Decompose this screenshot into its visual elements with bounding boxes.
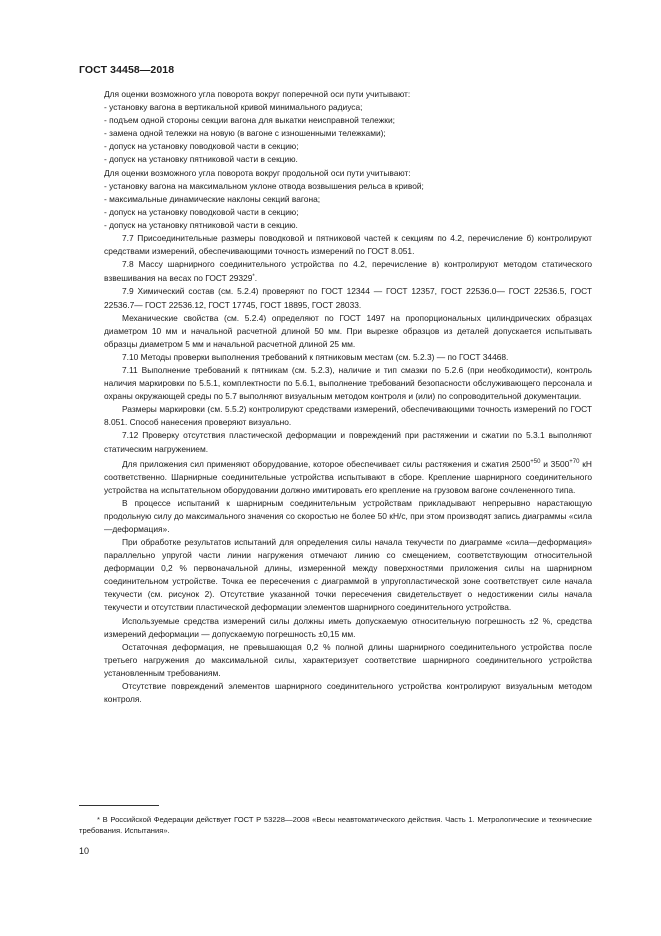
list-item: - установку вагона на максимальном уклоне отвода возвышения рельса в кривой; xyxy=(104,180,424,191)
section-7-8-text: 7.8 Массу шарнирного соединительного устройства по 4.2, перечисление в) контролируют методом статического взвешивания на весах по ГОСТ 29329 xyxy=(104,259,592,284)
section-7-9: 7.9 Химический состав (см. 5.2.4) проверяют по ГОСТ 12344 — ГОСТ 12357, ГОСТ 22536.0— ГОСТ 22536.5, ГОСТ 22536.7— ГОСТ 22536.12, ГОСТ 17745, ГОСТ 18895, ГОСТ 28033. xyxy=(104,286,592,310)
text-run: и 3500 xyxy=(540,458,570,469)
paragraph: Для оценки возможного угла поворота вокруг поперечной оси пути учитывают: xyxy=(104,89,411,99)
list-item: - максимальные динамические наклоны секций вагона; xyxy=(104,193,321,204)
section-7-11: 7.11 Выполнение требований к пятникам (см. 5.2.3), наличие и тип смазки по 5.2.6 (при необходимости), контроль наличия маркировки по 5.5.1, комплектности по 5.6.1, выполнение требований безопасности обслуживающего персонала и охраны окружающей среды по 5.7 выполняют визуальным методом контроля и (или) по сопроводительной документации. xyxy=(104,364,592,402)
paragraph: Отсутствие повреждений элементов шарнирного соединительного устройства контролируют визуальным методом контроля. xyxy=(104,681,592,705)
list-item: - допуск на установку поводковой части в секцию; xyxy=(104,141,299,152)
paragraph: При обработке результатов испытаний для определения силы начала текучести по диаграмме «сила—деформация» параллельно упругой части линии нагружения отмечают линию со смещением, соответствующим относительной деформации 0,2 % первоначальной длины, измеренной между поверхностями приложения силы на шарнирном соединительном устройстве. Точка ее пересечения с диаграммой в упругопластической зоне соответствует силе начала текучести (см. рисунок 2). Отсутствие указанной точки пересечения свидетельствует о недостижении силы начала текучести и отсутствии пластической деформации элементов шарнирного соединительного устройства. xyxy=(104,536,592,613)
list-item: - допуск на установку пятниковой части в секцию. xyxy=(104,154,298,165)
paragraph xyxy=(104,456,592,497)
body-text xyxy=(104,88,592,706)
section-7-8-end: . xyxy=(254,273,258,284)
paragraph: Механические свойства (см. 5.2.4) определяют по ГОСТ 1497 на пропорциональных цилиндрических образцах диаметром 10 мм и начальной расчетной длиной 50 мм. При вырезке образцов из деталей допускается испытывать образцы диаметром 5 мм и начальной расчетной длиной 25 мм. xyxy=(104,312,592,349)
paragraph: Для оценки возможного угла поворота вокруг продольной оси пути учитывают: xyxy=(104,167,411,178)
list-item: - подъем одной стороны секции вагона для выкатки неисправной тележки; xyxy=(104,115,395,126)
footnote-ref: * xyxy=(252,274,255,281)
tolerance-sup: +50 xyxy=(530,458,541,465)
section-7-10: 7.10 Методы проверки выполнения требований к пятниковым местам (см. 5.2.3) — по ГОСТ 34468. xyxy=(122,351,509,362)
list-item: - допуск на установку пятниковой части в секцию. xyxy=(104,219,298,230)
text-run: Для приложения сил применяют оборудование, которое обеспечивает силы растяжения и сжатия 2500 xyxy=(122,458,531,469)
list-item: - допуск на установку поводковой части в секцию; xyxy=(104,206,299,217)
paragraph: Остаточная деформация, не превышающая 0,2 % полной длины шарнирного соединительного устройства после третьего нагружения до максимальной силы, характеризует соответствие шарнирного соединительного устройства установленным требованиям. xyxy=(104,641,592,678)
list-item: - замена одной тележки на новую (в вагоне с изношенными тележками); xyxy=(104,128,386,139)
paragraph: Используемые средства измерений силы должны иметь допускаемую относительную погрешность ±2 %, средства измерений деформации — допускаемую погрешность ±0,15 мм. xyxy=(104,615,592,639)
footnote-divider xyxy=(79,805,159,806)
paragraph: В процессе испытаний к шарнирным соединительным устройствам прикладывают непрерывно нарастающую продольную силу до максимального значения со скоростью не более 50 кН/с, при этом производят запись диаграммы «сила—деформация». xyxy=(104,497,592,534)
page-number: 10 xyxy=(79,846,90,856)
text-run: кН соответственно. Шарнирные соединительные устройства испытывают в сборе. Крепление шарнирного соединительного устройства на испытательном оборудовании должно имитировать его крепление на грузовом вагоне сочлененного типа. xyxy=(104,458,592,495)
paragraph: Размеры маркировки (см. 5.5.2) контролируют средствами измерений, обеспечивающими точность измерений по ГОСТ 8.051. Способ нанесения проверяют визуально. xyxy=(104,404,592,428)
page-header: ГОСТ 34458—2018 xyxy=(79,64,175,76)
section-7-8 xyxy=(104,258,592,285)
tolerance-sup: +70 xyxy=(569,458,580,465)
list-item: - установку вагона в вертикальной кривой минимального радиуса; xyxy=(104,102,363,113)
section-7-12: 7.12 Проверку отсутствия пластической деформации и повреждений при растяжении и сжатии по 5.3.1 выполняют статическим нагружением. xyxy=(104,430,592,454)
section-7-7: 7.7 Присоединительные размеры поводковой и пятниковой частей к секциям по 4.2, перечисление б) контролируют средствами измерений, обеспечивающими точность измерений по ГОСТ 8.051. xyxy=(104,233,592,257)
footnote: * В Российской Федерации действует ГОСТ Р 53228—2008 «Весы неавтоматического действия. Часть 1. Метрологические и технические требования. Испытания». xyxy=(79,815,592,836)
